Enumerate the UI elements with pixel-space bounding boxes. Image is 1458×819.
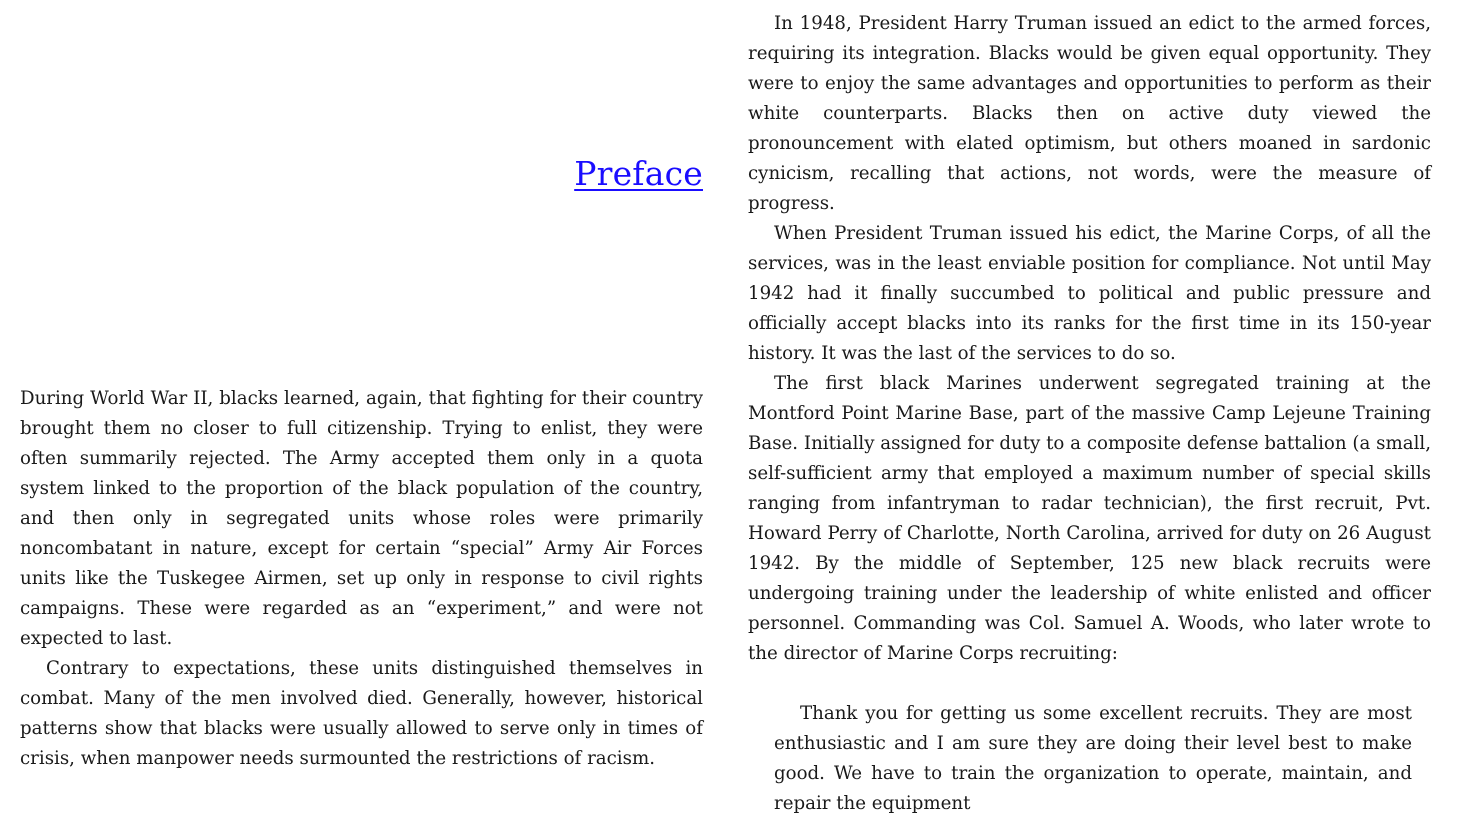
paragraph: When President Truman issued his edict, the Marine Corps, of all the services, was in the least enviable position for compliance. Not until May 1942 had it finally succumbed to political and public pressure and officially accept blacks into its ranks for the first time in its 150-year history. It was the last of the services to do so. xyxy=(748,223,1431,364)
paragraph: Contrary to expectations, these units distinguished themselves in combat. Many of the men involved died. Generally, however, historical patterns show that blacks were usually allowed to serve only in times of crisis, when manpower needs surmounted the restrictions of racism. xyxy=(20,658,703,769)
preface-title-link[interactable]: Preface xyxy=(574,154,703,193)
chapter-heading xyxy=(574,150,703,198)
left-page xyxy=(20,0,703,769)
quote-text: Thank you for getting us some excellent recruits. They are most enthusiastic and I am sure they are doing their level best to make good. We have to train the organization to operate, maintain, and repair the equipment xyxy=(774,703,1412,814)
paragraph: The first black Marines underwent segregated training at the Montford Point Marine Base, part of the massive Camp Lejeune Training Base. Initially assigned for duty to a composite defense battalion (a small, self-sufficient army that employed a maximum number of special skills ranging from infantryman to radar technician), the first recruit, Pvt. Howard Perry of Charlotte, North Carolina, arrived for duty on 26 August 1942. By the middle of September, 125 new black recruits were undergoing training under the leadership of white enlisted and officer personnel. Commanding was Col. Samuel A. Woods, who later wrote to the director of Marine Corps recruiting: xyxy=(748,373,1431,664)
right-page-body xyxy=(748,9,1431,819)
paragraph: During World War II, blacks learned, again, that fighting for their country brought them no closer to full citizenship. Trying to enlist, they were often summarily rejected. The Army accepted them only in a quota system linked to the proportion of the black population of the country, and then only in segregated units whose roles were primarily noncombatant in nature, except for certain “special” Army Air Forces units like the Tuskegee Airmen, set up only in response to civil rights campaigns. These were regarded as an “experiment,” and were not expected to last. xyxy=(20,388,703,649)
right-page xyxy=(748,0,1431,814)
paragraph: In 1948, President Harry Truman issued an edict to the armed forces, requiring its integration. Blacks would be given equal opportunity. They were to enjoy the same advantages and opportunities to perform as their white counterparts. Blacks then on active duty viewed the pronouncement with elated optimism, but others moaned in sardonic cynicism, recalling that actions, not words, were the measure of progress. xyxy=(748,13,1431,214)
block-quote xyxy=(774,699,1412,819)
left-page-body xyxy=(20,384,703,774)
